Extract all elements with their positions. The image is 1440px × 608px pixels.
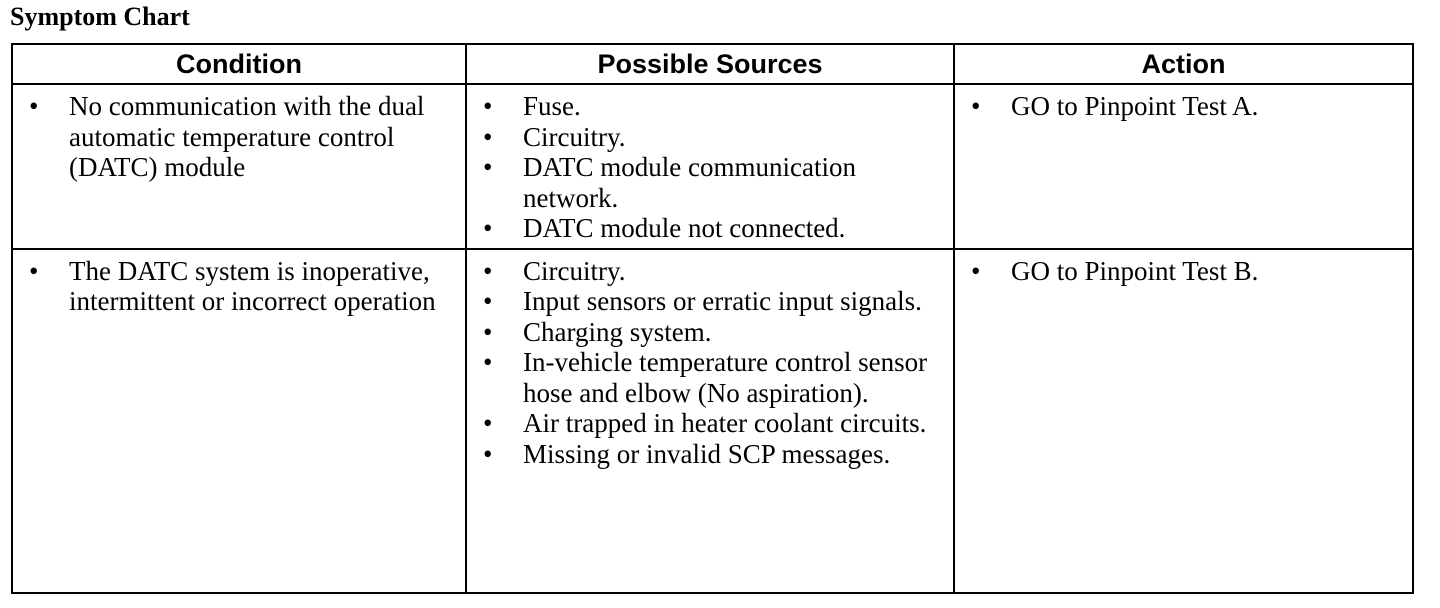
source-text: DATC module communication network. <box>523 152 856 213</box>
list-item <box>477 408 945 439</box>
bullet-icon: • <box>483 286 493 316</box>
list-item <box>23 91 457 183</box>
list-item <box>965 91 1404 122</box>
bullet-icon: • <box>971 255 981 286</box>
list-item <box>477 122 945 153</box>
column-header-action: Action <box>954 44 1413 84</box>
source-text: Fuse. <box>523 91 581 121</box>
source-text: Charging system. <box>523 316 712 347</box>
condition-text: No communication with the dual automatic temperature control (DATC) module <box>69 91 425 182</box>
action-text: GO to Pinpoint Test B. <box>1011 255 1259 286</box>
list-item <box>477 317 945 348</box>
list-item <box>23 256 457 317</box>
bullet-icon: • <box>971 91 981 121</box>
list-item <box>477 256 945 287</box>
table-row <box>12 84 1413 249</box>
condition-text: The DATC system is inoperative, intermittent or incorrect operation <box>69 255 436 316</box>
bullet-icon: • <box>29 91 39 121</box>
condition-cell <box>12 249 466 593</box>
bullet-icon: • <box>483 316 493 347</box>
source-text: Air trapped in heater coolant circuits. <box>523 408 927 438</box>
list-item <box>477 439 945 470</box>
source-text: Input sensors or erratic input signals. <box>523 286 922 316</box>
source-text: DATC module not connected. <box>523 213 846 243</box>
column-header-condition: Condition <box>12 44 466 84</box>
table-row <box>12 249 1413 593</box>
action-cell <box>954 84 1413 249</box>
list-item <box>965 256 1404 287</box>
table-header-row <box>12 44 1413 84</box>
page-title: Symptom Chart <box>10 2 190 31</box>
bullet-icon: • <box>483 438 493 469</box>
symptom-table <box>11 43 1414 594</box>
sources-cell <box>466 249 954 593</box>
source-text: Circuitry. <box>523 121 626 152</box>
bullet-icon: • <box>483 255 493 286</box>
list-item <box>477 152 945 213</box>
source-text: Missing or invalid SCP messages. <box>523 438 891 469</box>
bullet-icon: • <box>483 121 493 152</box>
list-item <box>477 91 945 122</box>
source-text: In-vehicle temperature control sensor hose and elbow (No aspiration). <box>523 347 928 408</box>
list-item <box>477 213 945 244</box>
bullet-icon: • <box>483 152 493 182</box>
condition-cell <box>12 84 466 249</box>
action-text: GO to Pinpoint Test A. <box>1011 91 1259 121</box>
sources-cell <box>466 84 954 249</box>
bullet-icon: • <box>29 255 39 286</box>
list-item <box>477 347 945 408</box>
column-header-possible-sources: Possible Sources <box>466 44 954 84</box>
bullet-icon: • <box>483 347 493 377</box>
bullet-icon: • <box>483 408 493 438</box>
list-item <box>477 286 945 317</box>
source-text: Circuitry. <box>523 255 626 286</box>
action-cell <box>954 249 1413 593</box>
bullet-icon: • <box>483 213 493 243</box>
bullet-icon: • <box>483 91 493 121</box>
